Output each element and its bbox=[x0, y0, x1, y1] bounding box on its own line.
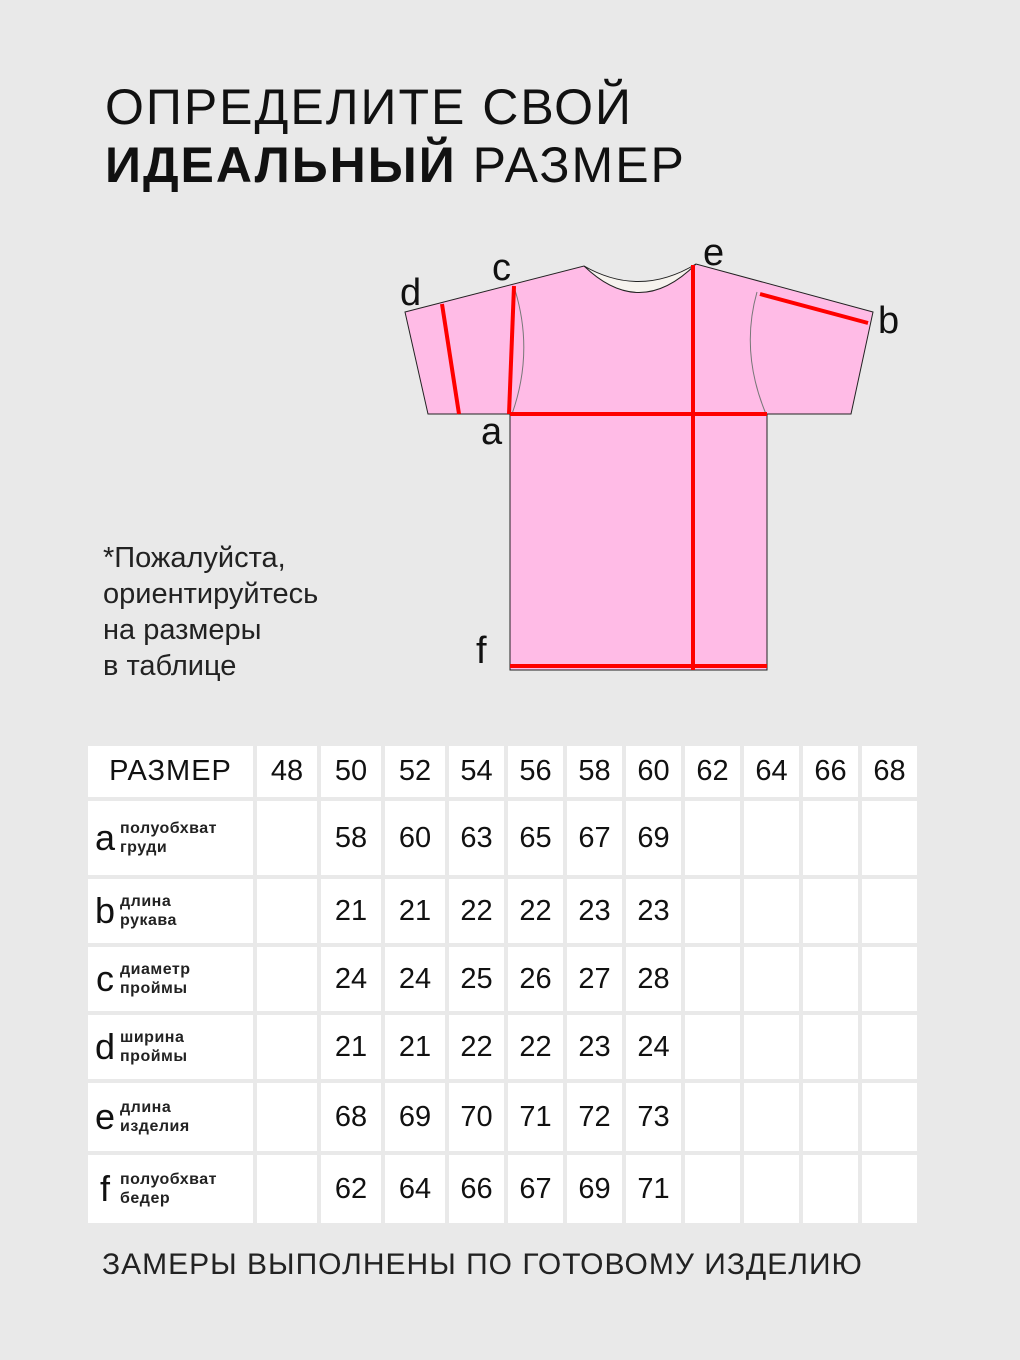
measurement-cell: 21 bbox=[321, 1015, 381, 1079]
measurement-cell bbox=[744, 1083, 799, 1151]
size-header-cell: 54 bbox=[449, 746, 504, 797]
measurement-cell bbox=[803, 1015, 858, 1079]
measurement-cell bbox=[744, 947, 799, 1011]
row-description-line: рукава bbox=[120, 912, 177, 929]
label-b: b bbox=[878, 300, 900, 342]
measurement-cell: 60 bbox=[385, 801, 445, 875]
size-header-cell: 64 bbox=[744, 746, 799, 797]
note-line: ориентируйтесь bbox=[103, 578, 319, 610]
row-description bbox=[120, 892, 177, 930]
measurement-cell: 71 bbox=[508, 1083, 563, 1151]
measurement-cell: 64 bbox=[385, 1155, 445, 1223]
measurement-cell: 58 bbox=[321, 801, 381, 875]
size-header-cell: 52 bbox=[385, 746, 445, 797]
measurement-cell bbox=[685, 1015, 740, 1079]
table-row bbox=[88, 1155, 917, 1223]
table-row bbox=[88, 1083, 917, 1151]
row-label bbox=[88, 947, 253, 1011]
size-header-cell: 48 bbox=[257, 746, 317, 797]
measurement-cell: 21 bbox=[385, 1015, 445, 1079]
measurement-cell: 24 bbox=[626, 1015, 681, 1079]
measurement-cell: 67 bbox=[508, 1155, 563, 1223]
row-letter: e bbox=[94, 1096, 116, 1137]
title-bold-word: ИДЕАЛЬНЫЙ bbox=[105, 137, 457, 193]
measurement-cell bbox=[685, 801, 740, 875]
row-label bbox=[88, 1083, 253, 1151]
row-label bbox=[88, 1155, 253, 1223]
measurement-cell: 63 bbox=[449, 801, 504, 875]
measurement-cell: 66 bbox=[449, 1155, 504, 1223]
measurement-cell: 23 bbox=[626, 879, 681, 943]
tshirt-shape bbox=[405, 264, 873, 670]
measurement-cell bbox=[744, 801, 799, 875]
measurement-cell bbox=[803, 879, 858, 943]
measurement-footnote: ЗАМЕРЫ ВЫПОЛНЕНЫ ПО ГОТОВОМУ ИЗДЕЛИЮ bbox=[102, 1248, 863, 1281]
measurement-cell: 22 bbox=[508, 879, 563, 943]
measurement-cell bbox=[803, 1155, 858, 1223]
row-label bbox=[88, 801, 253, 875]
label-f: f bbox=[476, 630, 487, 672]
row-description-line: ширина bbox=[120, 1029, 185, 1046]
row-label bbox=[88, 879, 253, 943]
measurement-cell: 23 bbox=[567, 1015, 622, 1079]
label-e: e bbox=[703, 232, 725, 274]
size-header-row bbox=[88, 746, 917, 797]
measurement-cell bbox=[257, 1083, 317, 1151]
measurement-cell: 25 bbox=[449, 947, 504, 1011]
measurement-cell: 23 bbox=[567, 879, 622, 943]
table-row bbox=[88, 801, 917, 875]
row-description-line: длина bbox=[120, 1099, 172, 1116]
row-description-line: длина bbox=[120, 893, 172, 910]
size-header-cell: 56 bbox=[508, 746, 563, 797]
size-table bbox=[84, 742, 921, 1227]
size-header-cell: 62 bbox=[685, 746, 740, 797]
measurement-cell: 22 bbox=[449, 879, 504, 943]
measurement-cell bbox=[862, 1155, 917, 1223]
measurement-cell: 21 bbox=[385, 879, 445, 943]
row-description bbox=[120, 1170, 217, 1208]
row-description bbox=[120, 1098, 190, 1136]
row-description-line: груди bbox=[120, 839, 168, 856]
measurement-cell bbox=[862, 1015, 917, 1079]
measurement-cell bbox=[257, 879, 317, 943]
measurement-cell bbox=[685, 947, 740, 1011]
measurement-cell bbox=[803, 947, 858, 1011]
measurement-cell bbox=[257, 801, 317, 875]
measurement-cell bbox=[744, 1155, 799, 1223]
row-description-line: диаметр bbox=[120, 961, 191, 978]
row-description-line: проймы bbox=[120, 1048, 188, 1065]
measurement-cell: 62 bbox=[321, 1155, 381, 1223]
row-letter: c bbox=[96, 958, 114, 999]
row-description-line: изделия bbox=[120, 1118, 190, 1135]
row-description bbox=[120, 960, 191, 998]
measurement-cell: 70 bbox=[449, 1083, 504, 1151]
size-header-cell: 58 bbox=[567, 746, 622, 797]
measurement-cell bbox=[862, 947, 917, 1011]
measurement-cell: 21 bbox=[321, 879, 381, 943]
table-row bbox=[88, 1015, 917, 1079]
measurement-cell bbox=[862, 879, 917, 943]
title-rest-word: РАЗМЕР bbox=[472, 137, 686, 193]
measurement-cell bbox=[257, 1155, 317, 1223]
size-header-cell: 50 bbox=[321, 746, 381, 797]
measurement-cell: 24 bbox=[321, 947, 381, 1011]
measurement-cell: 22 bbox=[449, 1015, 504, 1079]
label-d: d bbox=[400, 272, 422, 314]
size-header-cell: 66 bbox=[803, 746, 858, 797]
row-letter: d bbox=[94, 1026, 116, 1067]
row-description-line: проймы bbox=[120, 980, 188, 997]
row-description-line: полуобхват bbox=[120, 820, 218, 837]
measurement-cell: 68 bbox=[321, 1083, 381, 1151]
row-letter: a bbox=[94, 817, 116, 858]
title-line-1: ОПРЕДЕЛИТЕ СВОЙ bbox=[105, 79, 633, 135]
measurement-cell: 73 bbox=[626, 1083, 681, 1151]
size-header-cell: 60 bbox=[626, 746, 681, 797]
measurement-cell bbox=[685, 1083, 740, 1151]
measurement-cell: 69 bbox=[626, 801, 681, 875]
row-label bbox=[88, 1015, 253, 1079]
note-line: на размеры bbox=[103, 614, 262, 646]
size-note bbox=[103, 540, 433, 684]
measurement-cell: 27 bbox=[567, 947, 622, 1011]
measurement-cell bbox=[803, 801, 858, 875]
size-header-cell: 68 bbox=[862, 746, 917, 797]
measurement-cell bbox=[685, 1155, 740, 1223]
measurement-cell: 28 bbox=[626, 947, 681, 1011]
note-line: *Пожалуйста, bbox=[103, 542, 286, 574]
table-row bbox=[88, 947, 917, 1011]
row-description bbox=[120, 819, 217, 857]
measurement-cell bbox=[685, 879, 740, 943]
note-line: в таблице bbox=[103, 650, 237, 682]
measurement-cell: 69 bbox=[385, 1083, 445, 1151]
row-description-line: бедер bbox=[120, 1190, 171, 1207]
table-row bbox=[88, 879, 917, 943]
size-header-label: РАЗМЕР bbox=[88, 746, 253, 797]
measurement-cell bbox=[744, 879, 799, 943]
measurement-cell bbox=[862, 801, 917, 875]
measurement-cell: 69 bbox=[567, 1155, 622, 1223]
measurement-cell: 67 bbox=[567, 801, 622, 875]
measurement-cell bbox=[803, 1083, 858, 1151]
label-a: a bbox=[481, 411, 503, 453]
label-c: c bbox=[492, 247, 511, 289]
row-letter: b bbox=[94, 890, 116, 931]
measurement-cell: 65 bbox=[508, 801, 563, 875]
measurement-cell: 71 bbox=[626, 1155, 681, 1223]
measurement-cell: 22 bbox=[508, 1015, 563, 1079]
measurement-cell: 72 bbox=[567, 1083, 622, 1151]
measurement-cell bbox=[862, 1083, 917, 1151]
measurement-cell bbox=[257, 1015, 317, 1079]
row-letter: f bbox=[99, 1168, 110, 1209]
row-description bbox=[120, 1028, 188, 1066]
measurement-cell bbox=[257, 947, 317, 1011]
measurement-cell: 26 bbox=[508, 947, 563, 1011]
measurement-cell bbox=[744, 1015, 799, 1079]
measurement-cell: 24 bbox=[385, 947, 445, 1011]
row-description-line: полуобхват bbox=[120, 1171, 218, 1188]
